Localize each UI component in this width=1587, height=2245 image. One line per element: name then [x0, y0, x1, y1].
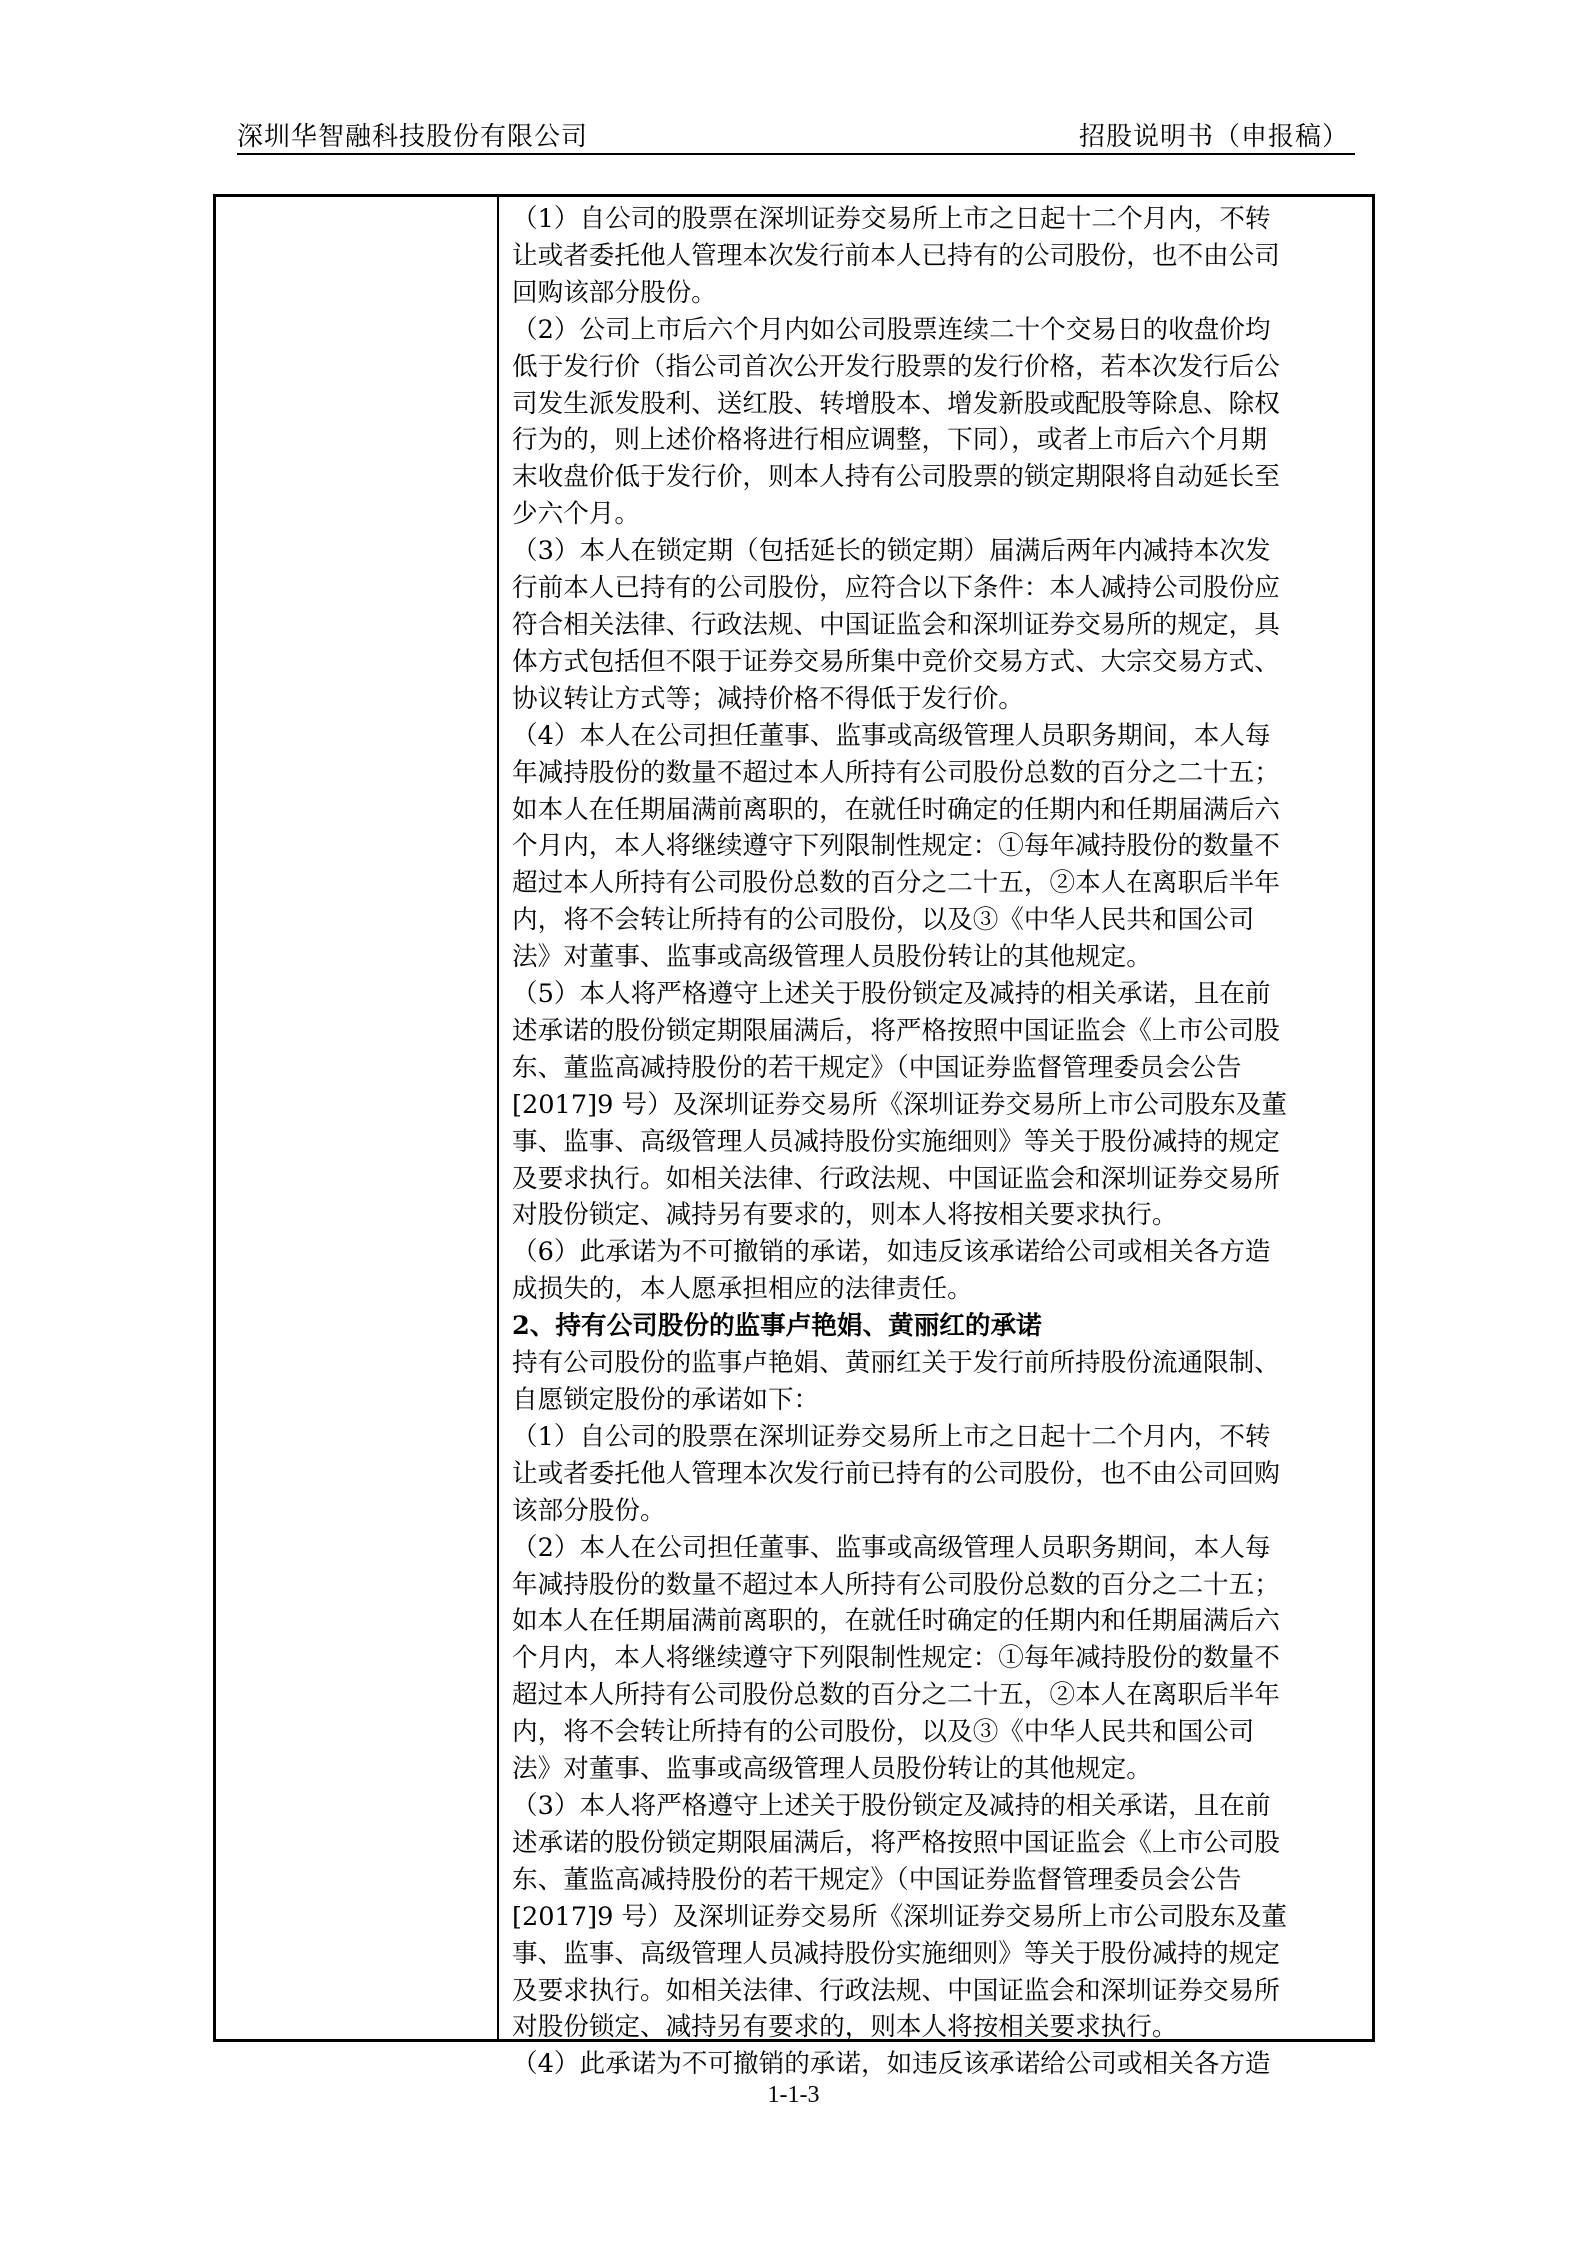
text-line: 年减持股份的数量不超过本人所持有公司股份总数的百分之二十五； [512, 757, 1280, 788]
text-line: 让或者委托他人管理本次发行前已持有的公司股份，也不由公司回购 [512, 1458, 1280, 1489]
text-line: [2017]9 号）及深圳证券交易所《深圳证券交易所上市公司股东及董 [512, 1901, 1287, 1932]
text-line: （3）本人将严格遵守上述关于股份锁定及减持的相关承诺，且在前 [512, 1790, 1271, 1821]
commitment-table [213, 194, 1375, 2080]
text-line: 内，将不会转让所持有的公司股份，以及③《中华人民共和国公司 [512, 1717, 1255, 1748]
text-line: （1）自公司的股票在深圳证券交易所上市之日起十二个月内，不转 [512, 204, 1271, 234]
document-type: 招股说明书（申报稿） [1078, 122, 1349, 152]
text-line: （4）此承诺为不可撤销的承诺，如违反该承诺给公司或相关各方造 [512, 2049, 1271, 2080]
text-line: （1）自公司的股票在深圳证券交易所上市之日起十二个月内，不转 [512, 1421, 1271, 1452]
text-line: [2017]9 号）及深圳证券交易所《深圳证券交易所上市公司股东及董 [512, 1089, 1287, 1120]
text-line: 自愿锁定股份的承诺如下： [512, 1385, 820, 1415]
text-line: 及要求执行。如相关法律、行政法规、中国证监会和深圳证券交易所 [512, 1975, 1280, 2006]
text-line: （2）公司上市后六个月内如公司股票连续二十个交易日的收盘价均 [512, 314, 1271, 345]
text-line: （3）本人在锁定期（包括延长的锁定期）届满后两年内减持本次发 [512, 536, 1271, 567]
text-line: 年减持股份的数量不超过本人所持有公司股份总数的百分之二十五； [512, 1569, 1280, 1600]
text-line: （2）本人在公司担任董事、监事或高级管理人员职务期间，本人每 [512, 1532, 1271, 1563]
text-line: 2、持有公司股份的监事卢艳娟、黄丽红的承诺 [512, 1311, 1042, 1342]
text-line: 该部分股份。 [512, 1495, 666, 1526]
text-line: 个月内，本人将继续遵守下列限制性规定：①每年减持股份的数量不 [512, 1643, 1280, 1674]
text-line: 持有公司股份的监事卢艳娟、黄丽红关于发行前所持股份流通限制、 [512, 1348, 1280, 1379]
text-line: 超过本人所持有公司股份总数的百分之二十五，②本人在离职后半年 [512, 1680, 1280, 1711]
text-line: 法》对董事、监事或高级管理人员股份转让的其他规定。 [512, 1754, 1152, 1785]
commitment-text-cell [512, 201, 1363, 2083]
company-name: 深圳华智融科技股份有限公司 [237, 122, 589, 152]
text-line: 行前本人已持有的公司股份，应符合以下条件：本人减持公司股份应 [512, 573, 1280, 604]
text-line: （6）此承诺为不可撤销的承诺，如违反该承诺给公司或相关各方造 [512, 1237, 1271, 1268]
text-line: 个月内，本人将继续遵守下列限制性规定：①每年减持股份的数量不 [512, 831, 1280, 862]
text-line: 如本人在任期届满前离职的，在就任时确定的任期内和任期届满后六 [512, 1606, 1280, 1637]
text-line: 协议转让方式等；减持价格不得低于发行价。 [512, 683, 1024, 714]
text-line: （4）本人在公司担任董事、监事或高级管理人员职务期间，本人每 [512, 720, 1271, 751]
text-line: 体方式包括但不限于证券交易所集中竞价交易方式、大宗交易方式、 [512, 646, 1280, 677]
text-line: 如本人在任期届满前离职的，在就任时确定的任期内和任期届满后六 [512, 794, 1280, 825]
text-line: 少六个月。 [512, 499, 640, 530]
text-line: 对股份锁定、减持另有要求的，则本人将按相关要求执行。 [512, 2012, 1178, 2043]
text-line: 行为的，则上述价格将进行相应调整，下同），或者上市后六个月期 [512, 425, 1268, 456]
text-line: 东、董监高减持股份的若干规定》（中国证券监督管理委员会公告 [512, 1864, 1242, 1895]
page-number: 1-1-3 [767, 2082, 820, 2108]
text-line: 东、董监高减持股份的若干规定》（中国证券监督管理委员会公告 [512, 1052, 1242, 1083]
text-line: 事、监事、高级管理人员减持股份实施细则》等关于股份减持的规定 [512, 1126, 1280, 1157]
text-line: 让或者委托他人管理本次发行前本人已持有的公司股份，也不由公司 [512, 240, 1280, 271]
text-line: 低于发行价（指公司首次公开发行股票的发行价格，若本次发行后公 [512, 351, 1280, 382]
text-line: 及要求执行。如相关法律、行政法规、中国证监会和深圳证券交易所 [512, 1163, 1280, 1194]
text-line: 述承诺的股份锁定期限届满后，将严格按照中国证监会《上市公司股 [512, 1827, 1280, 1858]
text-line: 事、监事、高级管理人员减持股份实施细则》等关于股份减持的规定 [512, 1938, 1280, 1969]
text-line: 末收盘价低于发行价，则本人持有公司股票的锁定期限将自动延长至 [512, 462, 1280, 493]
column-divider [497, 197, 499, 2039]
text-line: 成损失的，本人愿承担相应的法律责任。 [512, 1274, 973, 1305]
text-line: 符合相关法律、行政法规、中国证监会和深圳证券交易所的规定，具 [512, 609, 1280, 640]
header-divider [237, 153, 1355, 155]
text-line: （5）本人将严格遵守上述关于股份锁定及减持的相关承诺，且在前 [512, 979, 1271, 1010]
text-line: 司发生派发股利、送红股、转增股本、增发新股或配股等除息、除权 [512, 388, 1280, 419]
text-line: 内，将不会转让所持有的公司股份，以及③《中华人民共和国公司 [512, 905, 1255, 936]
text-line: 回购该部分股份。 [512, 277, 717, 308]
page-header [237, 110, 1355, 154]
text-line: 述承诺的股份锁定期限届满后，将严格按照中国证监会《上市公司股 [512, 1015, 1280, 1046]
text-line: 超过本人所持有公司股份总数的百分之二十五，②本人在离职后半年 [512, 868, 1280, 899]
text-line: 法》对董事、监事或高级管理人员股份转让的其他规定。 [512, 942, 1152, 973]
text-line: 对股份锁定、减持另有要求的，则本人将按相关要求执行。 [512, 1200, 1178, 1231]
